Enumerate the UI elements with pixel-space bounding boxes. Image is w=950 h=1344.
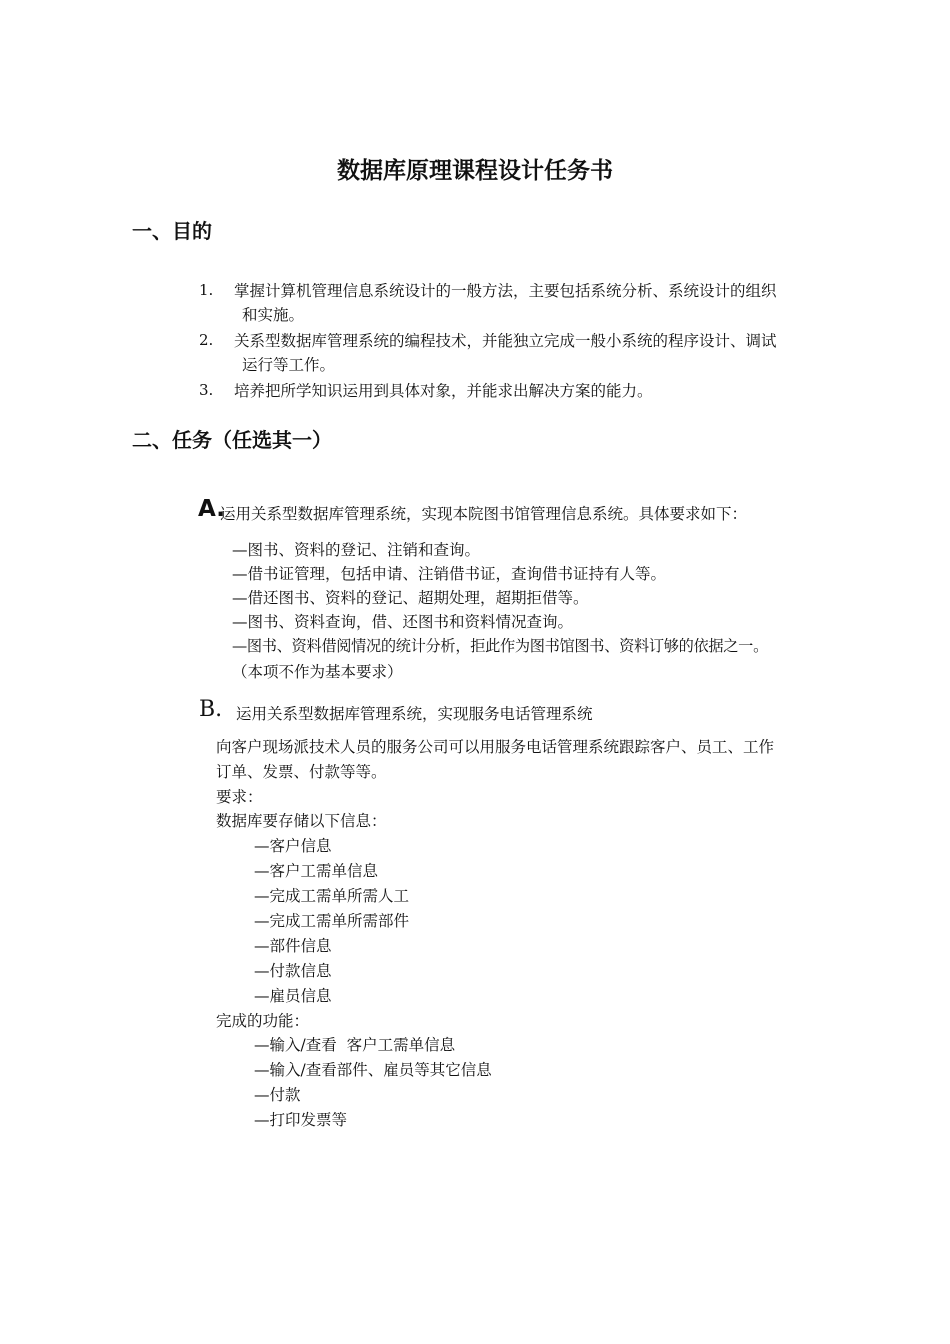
storage-item: —雇员信息 [254,987,332,1005]
section-heading-tasks: 二、任务（任选其一） [132,428,332,452]
list-item-text-continued: 运行等工作。 [242,356,336,374]
page-title: 数据库原理课程设计任务书 [337,158,613,184]
task-a-note: （本项不作为基本要求） [232,663,403,681]
task-a-intro: 运用关系型数据库管理系统，实现本院图书馆管理信息系统。具体要求如下： [220,505,748,523]
storage-item: —客户信息 [254,837,332,855]
task-b-description: 向客户现场派技术人员的服务公司可以用服务电话管理系统跟踪客户、员工、工作 [216,738,775,756]
list-item-number: 1. [199,281,214,299]
task-b-letter: B. [199,697,223,722]
function-item: —输入/查看 客户工需单信息 [254,1036,456,1054]
task-a-item: —图书、资料借阅情况的统计分析，拒此作为图书馆图书、资料订够的依据之一。 [232,637,768,655]
task-a-item: —图书、资料的登记、注销和查询。 [232,541,481,559]
functions-label: 完成的功能： [216,1012,310,1030]
task-a-letter: A. [198,496,225,522]
storage-item: —付款信息 [254,962,332,980]
storage-item: —部件信息 [254,937,332,955]
function-item: —打印发票等 [254,1111,348,1129]
storage-label: 数据库要存储以下信息： [216,812,387,830]
task-b-intro: 运用关系型数据库管理系统，实现服务电话管理系统 [236,705,593,723]
function-item: —付款 [254,1086,301,1104]
storage-item: —客户工需单信息 [254,862,379,880]
storage-item: —完成工需单所需部件 [254,912,410,930]
list-item-number: 3. [199,381,214,399]
task-b-description-continued: 订单、发票、付款等等。 [216,763,387,781]
list-item-text-continued: 和实施。 [242,306,305,324]
list-item-text: 培养把所学知识运用到具体对象，并能求出解决方案的能力。 [234,382,653,400]
list-item-text: 关系型数据库管理系统的编程技术，并能独立完成一般小系统的程序设计、调试 [234,332,777,350]
task-a-item: —借书证管理，包括申请、注销借书证，查询借书证持有人等。 [232,565,667,583]
task-a-item: —借还图书、资料的登记、超期处理，超期拒借等。 [232,589,589,607]
task-a-item: —图书、资料查询，借、还图书和资料情况查询。 [232,613,574,631]
requirements-label: 要求： [216,788,263,806]
list-item-number: 2. [199,331,214,349]
section-heading-purpose: 一、目的 [132,219,212,243]
function-item: —输入/查看部件、雇员等其它信息 [254,1061,492,1079]
storage-item: —完成工需单所需人工 [254,887,410,905]
list-item-text: 掌握计算机管理信息系统设计的一般方法，主要包括系统分析、系统设计的组织 [234,282,777,300]
